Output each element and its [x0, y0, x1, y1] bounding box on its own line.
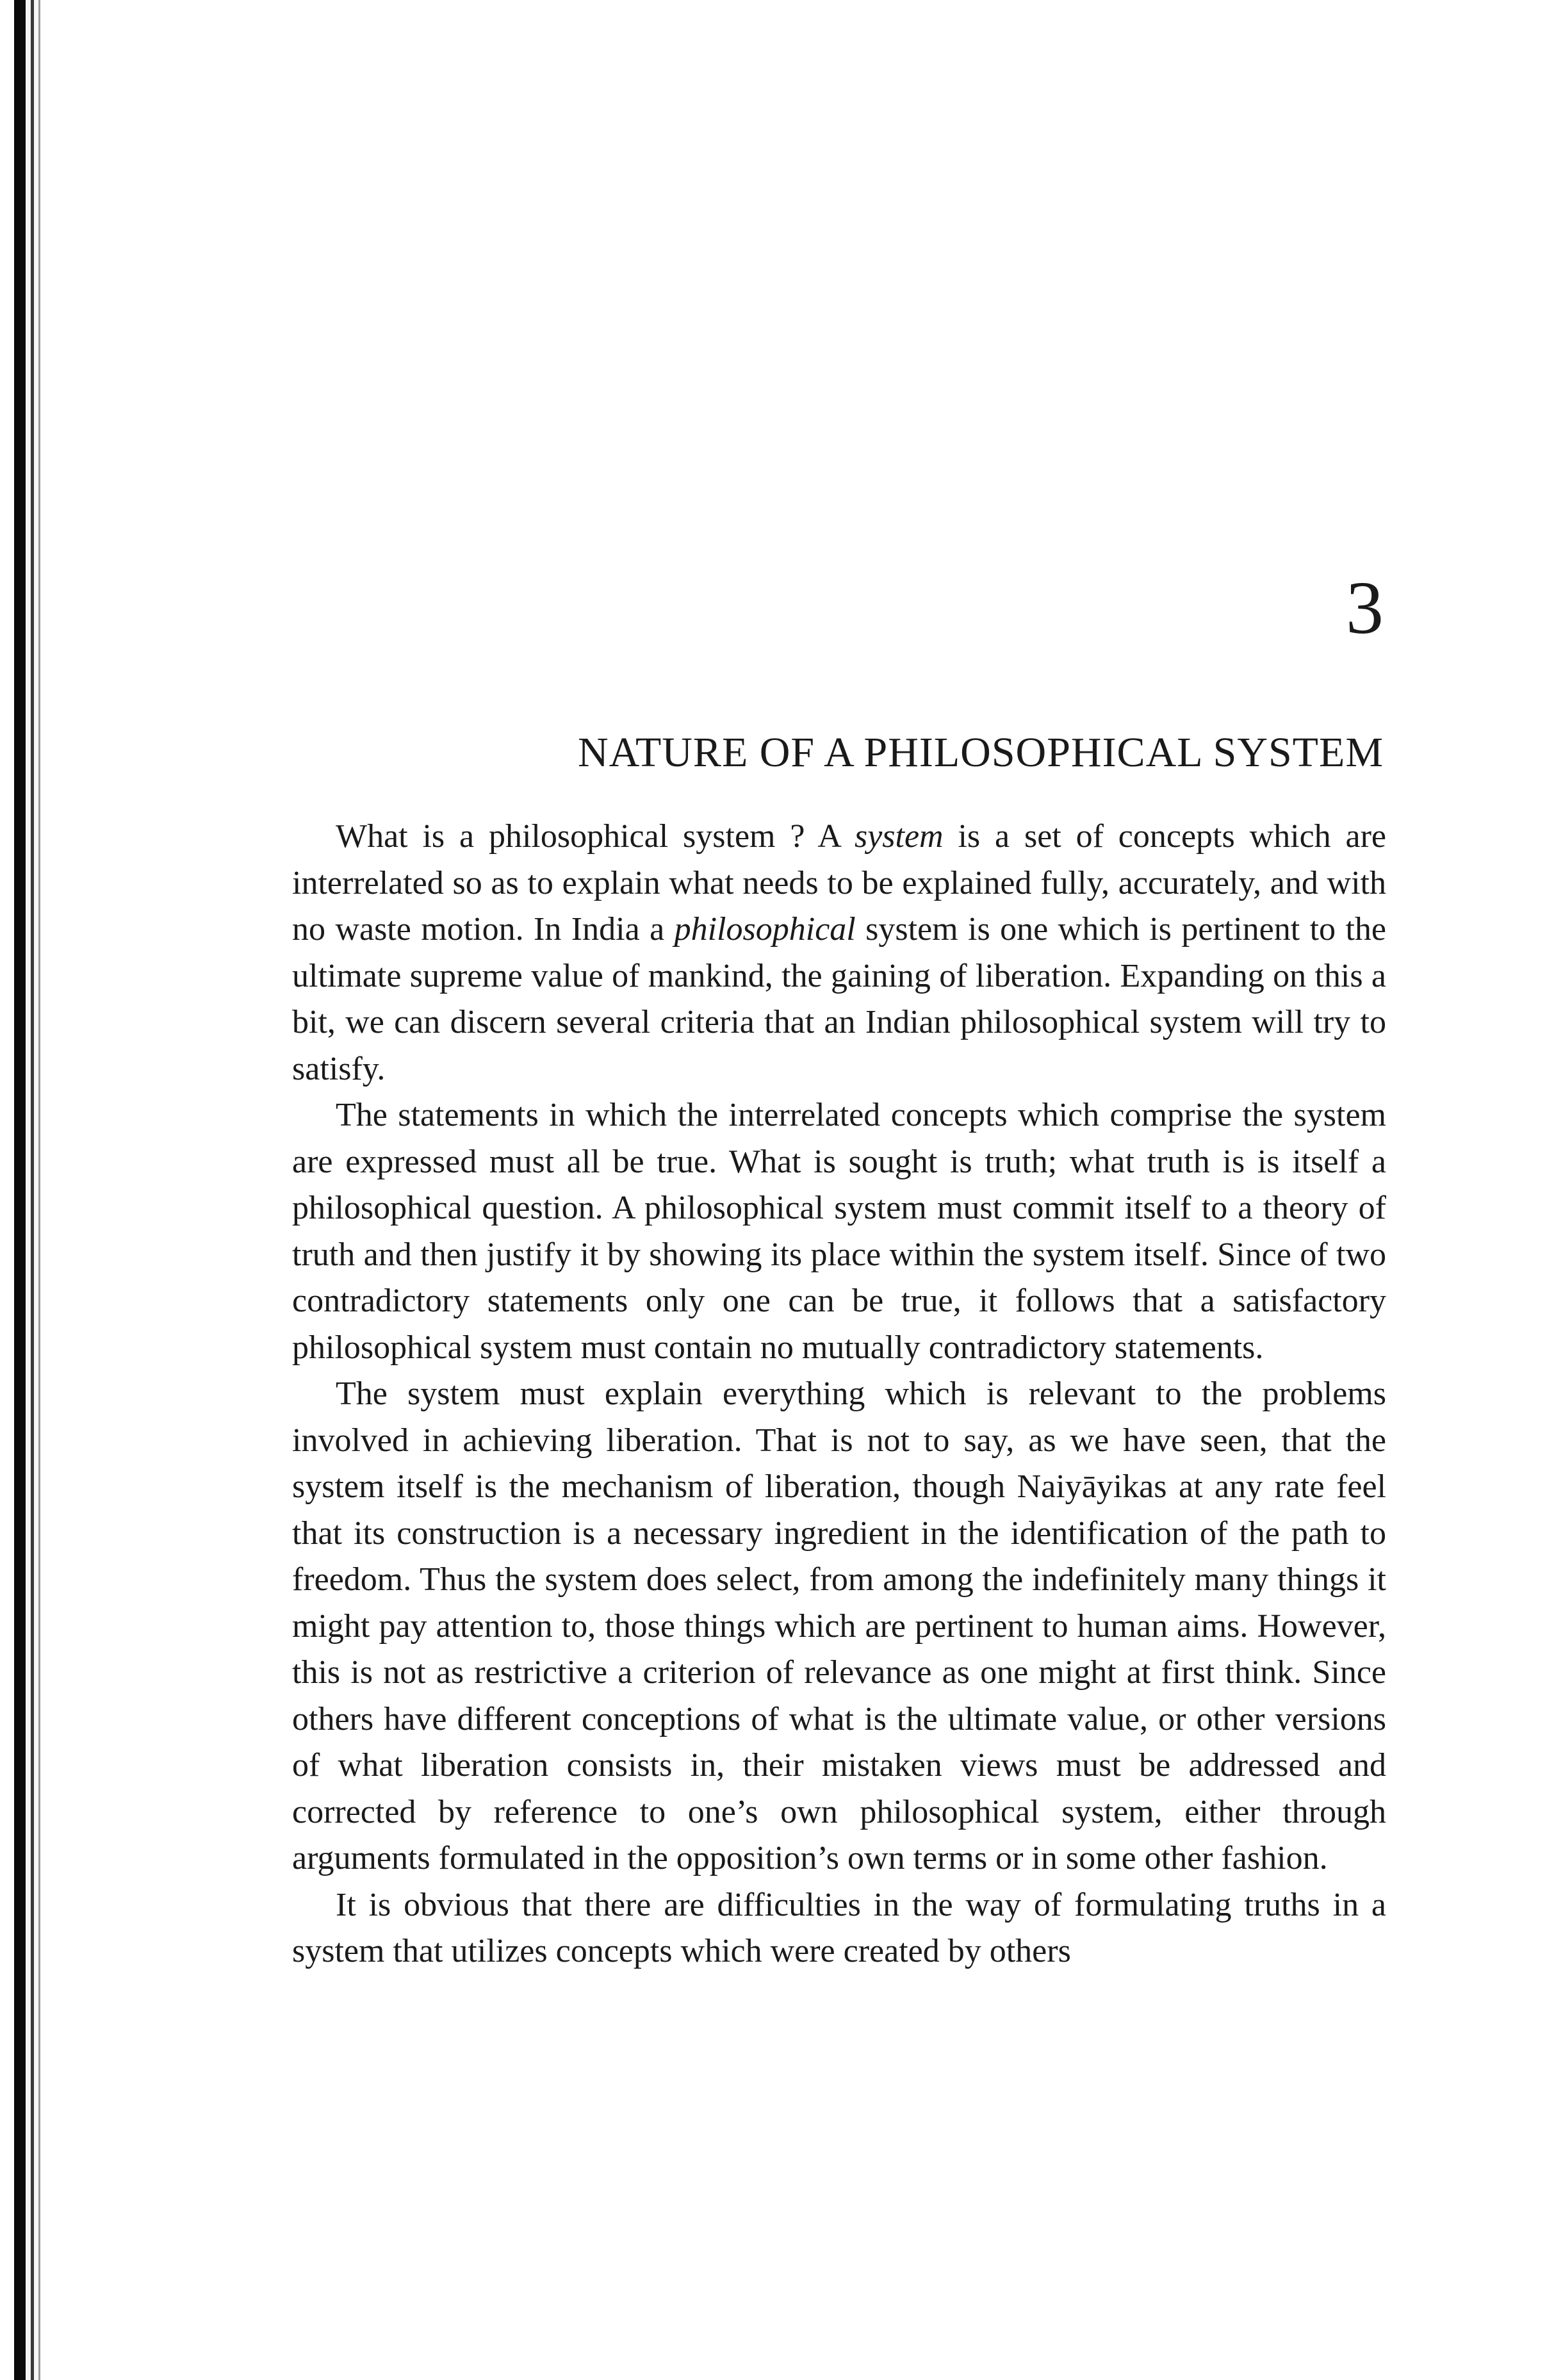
paragraph-1-text-b: is a set of concepts which are interrelated so as to explain what needs to be explained fully, accurately, and with no waste motion. In India a [292, 818, 1386, 948]
paragraph-4: It is obvious that there are difficulties in the way of formulating truths in a system that utilizes concepts which were created by others [292, 1886, 1386, 1969]
paragraph-1-text-c: system is one which is pertinent to the ultimate supreme value of mankind, the gaining of liberation. Expanding on this a bit, we can discern several criteria that an Indian philosophical system will try to satisfy. [292, 911, 1386, 1087]
chapter-title: NATURE OF A PHILOSOPHICAL SYSTEM [577, 729, 1384, 776]
paragraph-2: The statements in which the interrelated concepts which comprise the system are expressed must all be true. What is sought is truth; what truth is is itself a philosophical question. A philosophical system must commit itself to a theory of truth and then justify it by showing its place within the system itself. Since of two contradictory statements only one can be true, it follows that a satisfactory philosophical system must contain no mutually contradictory statements. [292, 1097, 1386, 1366]
book-binding-edge [0, 0, 53, 2380]
paragraph-1 [292, 814, 1386, 1092]
paragraph-1-italic-philosophical: philosophical [674, 911, 856, 948]
chapter-number: 3 [1346, 566, 1384, 650]
paragraph-1-text-a: What is a philosophical system ? A [336, 818, 855, 855]
body-text [292, 814, 1386, 1975]
paragraph-3: The system must explain everything which is relevant to the problems involved in achieving liberation. That is not to say, as we have seen, that the system itself is the mechanism of liberation, though Naiyāyikas at any rate feel that its construction is a necessary ingredient in the identification of the path to freedom. Thus the system does select, from among the indefinitely many things it might pay attention to, those things which are pertinent to human aims. However, this is not as restrictive a criterion of relevance as one might at first think. Since others have different conceptions of what is the ultimate value, or other versions of what liberation consists in, their mistaken views must be addressed and corrected by reference to one’s own philosophical system, either through arguments formulated in the opposition’s own terms or in some other fashion. [292, 1375, 1386, 1876]
paragraph-1-italic-system: system [854, 818, 944, 855]
